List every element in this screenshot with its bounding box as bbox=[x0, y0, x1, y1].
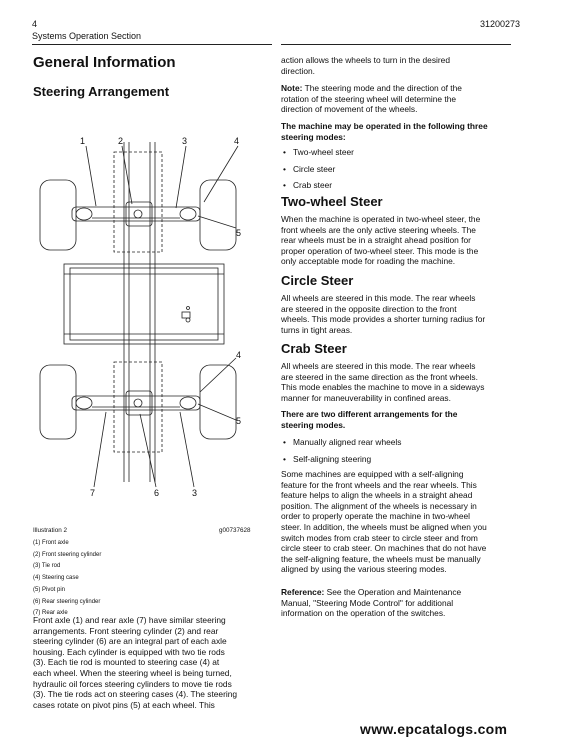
two-wheel-steer-text: When the machine is operated in two-wheel steer, the front wheels are the only active steering wheels. The rear wheels must be in a straight ahead position for proper operation of two-wheel steer. This mode is the only acceptable mode for roading the machine. bbox=[281, 214, 481, 267]
callout-top-2: 2 bbox=[118, 136, 124, 146]
callout-bottom-3: 3 bbox=[192, 488, 198, 498]
arrangements-heading: There are two different arrangements for the steering modes. bbox=[281, 409, 458, 430]
callout-top-5: 5 bbox=[236, 228, 242, 238]
rear-left-wheel bbox=[40, 365, 76, 439]
chassis-frame bbox=[64, 264, 224, 344]
legend-item: (1) Front axle bbox=[33, 540, 69, 546]
rear-axle bbox=[72, 396, 200, 410]
circle-steer-title: Circle Steer bbox=[281, 273, 354, 288]
page-number: 4 bbox=[32, 19, 38, 29]
list-item: • Two-wheel steer bbox=[293, 144, 354, 161]
section-name: Systems Operation Section bbox=[32, 31, 142, 41]
list-item: • Manually aligned rear wheels bbox=[293, 434, 401, 451]
legend-item: (2) Front steering cylinder bbox=[33, 551, 102, 558]
note-text: Note: The steering mode and the direction of the rotation of the steering wheel will determine the direction of movement of the wheels. bbox=[281, 83, 462, 115]
legend-item: (7) Rear axle bbox=[33, 610, 68, 617]
list-item: • Circle steer bbox=[293, 161, 354, 178]
crab-steer-title: Crab Steer bbox=[281, 341, 347, 356]
callout-bottom-7: 7 bbox=[90, 488, 96, 498]
callout-bottom-4: 4 bbox=[236, 350, 242, 360]
front-left-wheel bbox=[40, 180, 76, 250]
legend-item: (6) Rear steering cylinder bbox=[33, 598, 101, 605]
callout-top-4: 4 bbox=[234, 136, 240, 146]
rear-right-wheel bbox=[200, 365, 236, 439]
diagram-callouts-top bbox=[80, 136, 241, 238]
diagram-callouts-bottom bbox=[90, 350, 241, 498]
illustration-caption: Illustration 2 bbox=[33, 527, 67, 534]
intro-text: action allows the wheels to turn in the desired direction. bbox=[281, 55, 450, 76]
doc-number: 31200273 bbox=[480, 19, 521, 29]
crab-steer-text: All wheels are steered in this mode. The rear wheels are steered in the same direction as the front wheels. This mode enables the machine to move in a sideways manner for maneuverability in confined areas. bbox=[281, 361, 485, 403]
callout-bottom-6: 6 bbox=[154, 488, 160, 498]
modes-heading: The machine may be operated in the following three steering modes: bbox=[281, 121, 488, 142]
list-item: • Self-aligning steering bbox=[293, 451, 401, 468]
steering-body-text: Front axle (1) and rear axle (7) have similar steering arrangements. Front steering cylinder (2) and rear steering cylinder (6) are an integral part of each axle housing. Each cylinder is equipped with two tie rods (3). Each tie rod is mounted to steering case (4) at each wheel. When the steering wheel is being turned, hydraulic oil forces steering cylinders to move tie rods (3). The tie rods act on steering cases (4). The steering cases rotate on pivot pins (5) at each wheel. This bbox=[33, 615, 238, 710]
figure-legend bbox=[33, 538, 101, 620]
legend-item: (3) Tie rod bbox=[33, 563, 61, 570]
front-right-wheel bbox=[200, 180, 236, 250]
reference-text: Reference: See the Operation and Maintenance Manual, "Steering Mode Control" for additional information on the operation of the switches. bbox=[281, 587, 462, 619]
reference-label: Reference: bbox=[281, 587, 325, 597]
legend-item: (4) Steering case bbox=[33, 575, 79, 582]
legend-item: (5) Pivot pin bbox=[33, 586, 66, 593]
footer-url: www.epcatalogs.com bbox=[360, 721, 508, 737]
steering-diagram bbox=[32, 132, 272, 522]
self-aligning-text: Some machines are equipped with a self-aligning feature for the front wheels and the rear wheels. This feature helps to align the wheels in a straight ahead position. The alignment of the wheels is necessary in order to properly operate the machine in two-wheel steer. In addition, the wheels must be aligned when you switch modes from crab steer to circle steer and from circle steer to crab steer. On machines that do not have the self-aligning feature, the wheels must be manually aligned by using the various steering modes. bbox=[281, 469, 487, 575]
callout-bottom-5: 5 bbox=[236, 416, 242, 426]
list-item: • Crab steer bbox=[293, 177, 354, 194]
page-title: General Information bbox=[33, 54, 176, 71]
steering-modes-list bbox=[293, 144, 354, 194]
note-label: Note: bbox=[281, 83, 303, 93]
arrangements-list bbox=[293, 434, 401, 467]
front-axle bbox=[72, 207, 200, 221]
two-wheel-steer-title: Two-wheel Steer bbox=[281, 194, 383, 209]
header-rule-left bbox=[32, 44, 272, 45]
callout-top-1: 1 bbox=[80, 136, 86, 146]
circle-steer-text: All wheels are steered in this mode. The rear wheels are steered in the opposite direction to the front wheels. This mode provides a shorter turning radius for turns in tight areas. bbox=[281, 293, 486, 335]
header-rule-right bbox=[281, 44, 511, 45]
section-title: Steering Arrangement bbox=[33, 84, 170, 99]
callout-top-3: 3 bbox=[182, 136, 188, 146]
illustration-code: g00737628 bbox=[219, 527, 251, 534]
